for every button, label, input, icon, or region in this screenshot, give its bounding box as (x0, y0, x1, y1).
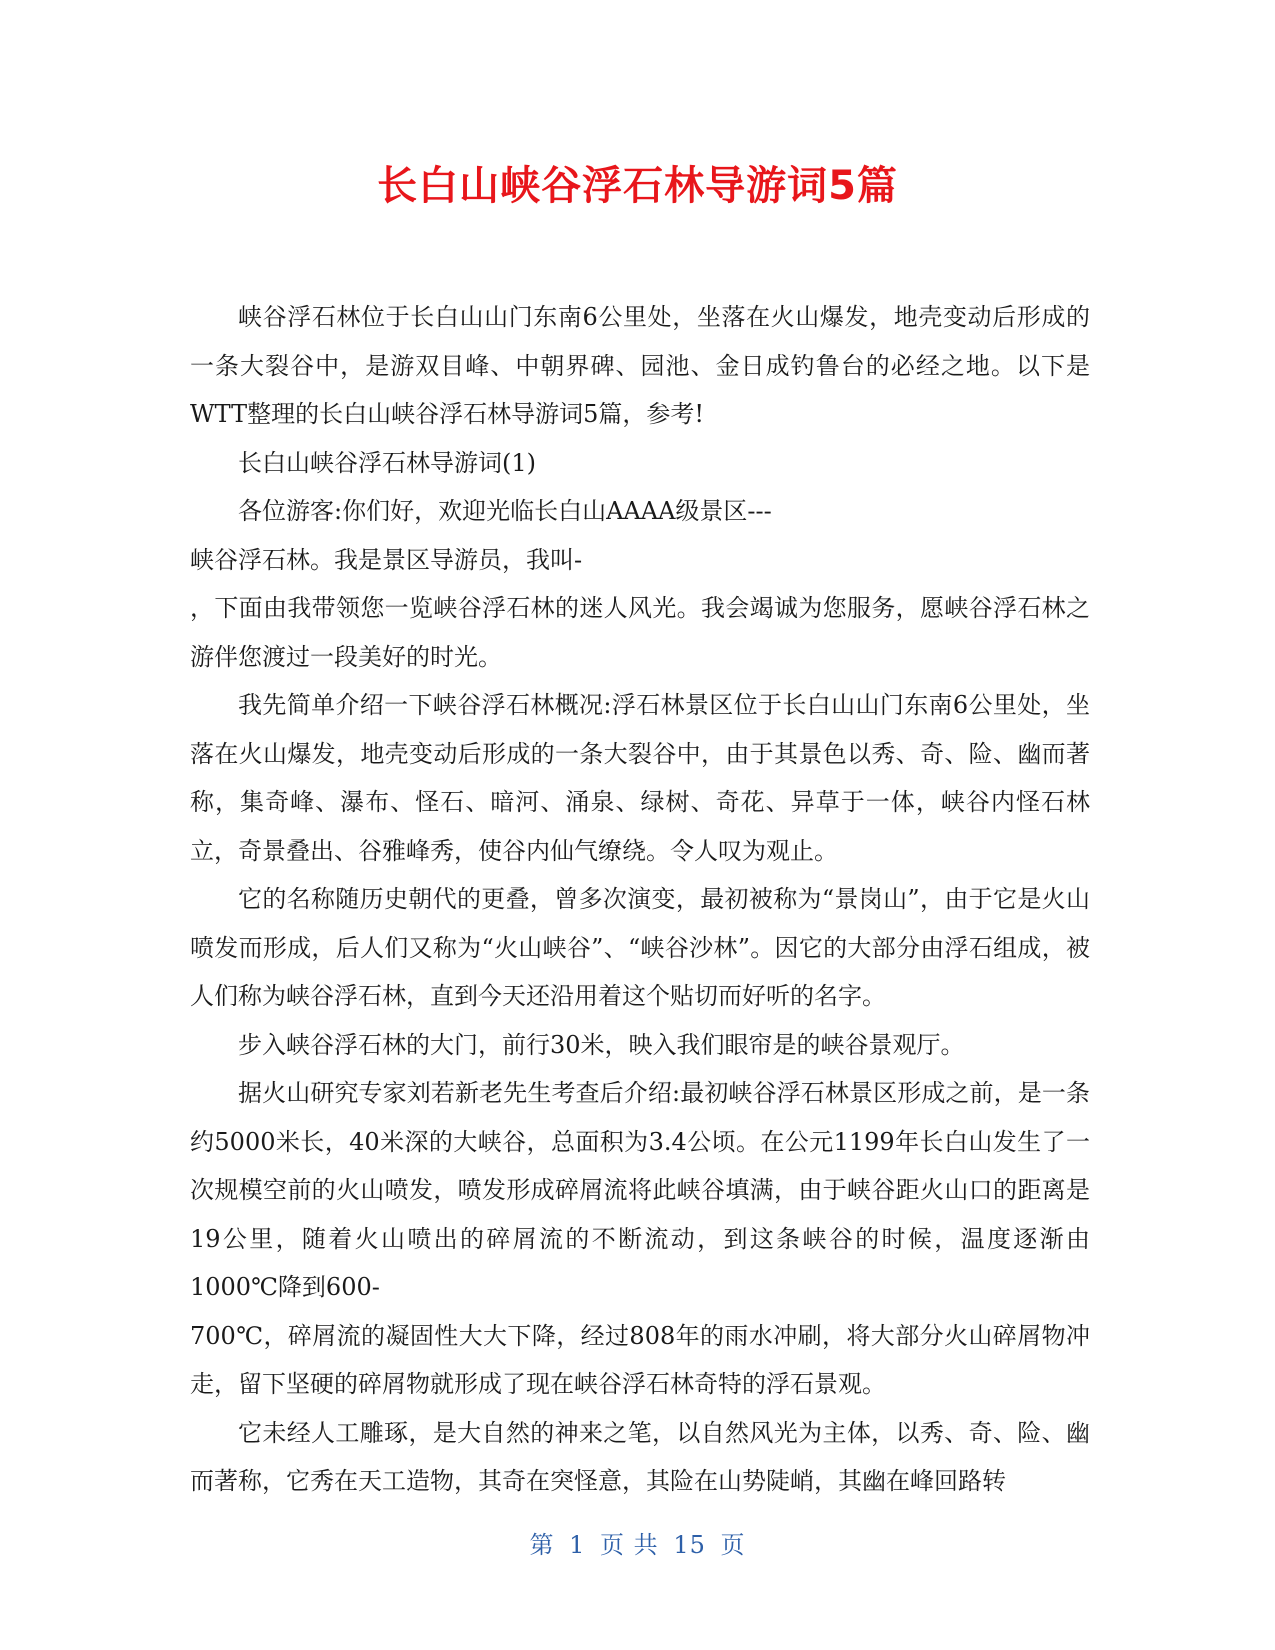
document-body (190, 293, 1090, 1506)
footer-prefix: 第 (529, 1531, 555, 1559)
paragraph-natural: 它未经人工雕琢，是大自然的神来之笔，以自然风光为主体，以秀、奇、险、幽而著称，它秀在天工造物，其奇在突怪意，其险在山势陡峭，其幽在峰回路转 (190, 1418, 1090, 1495)
paragraph-entrance: 步入峡谷浮石林的大门，前行30米，映入我们眼帘是的峡谷景观厅。 (238, 1030, 965, 1059)
paragraph-greeting: 各位游客:你们好，欢迎光临长白山AAAA级景区--- (238, 497, 772, 525)
paragraph-formation-cont: 700℃，碎屑流的凝固性大大下降，经过808年的雨水冲刷，将大部分火山碎屑物冲走，留下坚硬的碎屑物就形成了现在峡谷浮石林奇特的浮石景观。 (190, 1321, 1090, 1398)
paragraph-greeting-cont-2: ，下面由我带领您一览峡谷浮石林的迷人风光。我会竭诚为您服务，愿峡谷浮石林之游伴您渡过一段美好的时光。 (190, 594, 1090, 671)
paragraph-overview: 我先简单介绍一下峡谷浮石林概况:浮石林景区位于长白山山门东南6公里处，坐落在火山爆发，地壳变动后形成的一条大裂谷中，由于其景色以秀、奇、险、幽而著称，集奇峰、瀑布、怪石、暗河、涌泉、绿树、奇花、异草于一体，峡谷内怪石林立，奇景叠出、谷雅峰秀，使谷内仙气缭绕。令人叹为观止。 (190, 691, 1090, 865)
paragraph-formation: 据火山研究专家刘若新老先生考查后介绍:最初峡谷浮石林景区形成之前，是一条约5000米长，40米深的大峡谷，总面积为3.4公顷。在公元1199年长白山发生了一次规模空前的火山喷发，喷发形成碎屑流将此峡谷填满，由于峡谷距火山口的距离是19公里，随着火山喷出的碎屑流的不断流动，到这条峡谷的时候，温度逐渐由1000℃降到600- (190, 1079, 1090, 1301)
footer-mid: 页 共 (600, 1531, 659, 1559)
footer-total-pages: 15 (673, 1531, 706, 1559)
paragraph-intro: 峡谷浮石林位于长白山山门东南6公里处，坐落在火山爆发，地壳变动后形成的一条大裂谷中，是游双目峰、中朝界碑、园池、金日成钓鲁台的必经之地。以下是WTT整理的长白山峡谷浮石林导游词5篇，参考! (190, 303, 1090, 428)
section-heading: 长白山峡谷浮石林导游词(1) (238, 448, 536, 477)
page-footer (0, 1528, 1275, 1562)
paragraph-greeting-cont-1: 峡谷浮石林。我是景区导游员，我叫- (190, 545, 583, 574)
document-title: 长白山峡谷浮石林导游词5篇 (377, 163, 898, 209)
footer-suffix: 页 (720, 1531, 746, 1559)
footer-current-page: 1 (569, 1531, 586, 1559)
paragraph-name-history: 它的名称随历史朝代的更叠，曾多次演变，最初被称为“景岗山”，由于它是火山喷发而形成，后人们又称为“火山峡谷”、“峡谷沙林”。因它的大部分由浮石组成，被人们称为峡谷浮石林，直到今天还沿用着这个贴切而好听的名字。 (190, 885, 1090, 1010)
